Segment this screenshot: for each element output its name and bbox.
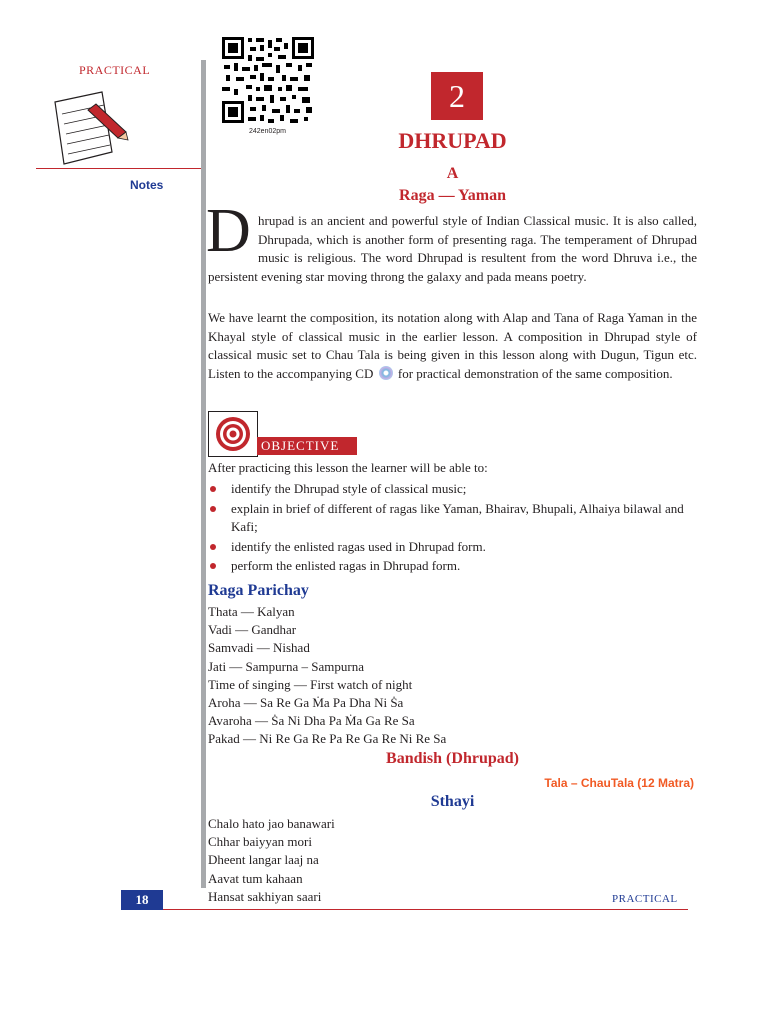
sthayi-lyrics [208, 815, 335, 906]
lesson-paragraph-text-a: We have learnt the composition, its notation along with Alap and Tana of Raga Yaman in the Khayal style of classical music in the earlier lesson. A composition in Dhrupad style of classical music set to Chau Tala is being given in this lesson along with Dugun, Tigun etc. Listen to the accompanying CD [208, 310, 697, 381]
footer-rule [163, 909, 688, 910]
lyric-line: Aavat tum kahaan [208, 870, 303, 886]
lyric-line: Hansat sakhiyan saari [208, 888, 322, 904]
notes-label: Notes [130, 178, 164, 192]
parichay-line: Time of singing — First watch of night [208, 676, 413, 692]
objective-item: perform the enlisted ragas in Dhrupad form. [208, 557, 697, 576]
parichay-line: Thata — Kalyan [208, 604, 295, 619]
parichay-line: Vadi — Gandhar [208, 622, 297, 638]
parichay-line: Pakad — Ni Re Ga Re Pa Re Ga Re Ni Re Sa [208, 731, 447, 747]
raga-parichay-list [208, 603, 446, 749]
notes-divider [36, 168, 201, 169]
lyric-line: Dheent langar laaj na [208, 852, 319, 868]
notepad-pencil-icon [50, 90, 135, 170]
raga-parichay-heading: Raga Parichay [208, 582, 309, 599]
lyric-line: Chhar baiyyan mori [208, 834, 312, 850]
objective-item: explain in brief of different of ragas like Yaman, Bhairav, Bhupali, Alhaiya bilawal and Kafi; [208, 500, 697, 537]
cd-icon [379, 366, 393, 380]
target-icon [208, 411, 258, 457]
qr-code-icon [220, 35, 316, 125]
section-letter: A [446, 165, 459, 182]
lyric-line: Chalo hato jao banawari [208, 816, 335, 831]
drop-cap: D [206, 197, 251, 265]
lesson-paragraph [208, 309, 697, 383]
margin-vertical-bar [201, 60, 206, 888]
objective-item: identify the enlisted ragas used in Dhrupad form. [208, 538, 697, 557]
page-number: 18 [121, 890, 163, 910]
intro-paragraph-text: hrupad is an ancient and powerful style of Indian Classical music. It is also called, Dhrupada, which is another form of presenting raga. The temperament of Dhrupad music is religious. The word Dhrupad is resultent from the word Dhruva i.e., the persistent evening star moving throng the galaxy and pada means poetry. [208, 213, 697, 284]
parichay-line: Jati — Sampurna – Sampurna [208, 658, 364, 674]
objective-item: identify the Dhrupad style of classical music; [208, 480, 697, 499]
parichay-line: Aroha — Sa Re Ga Ṁa Pa Dha Ni Ṡa [208, 695, 404, 711]
lesson-paragraph-text-b: for practical demonstration of the same composition. [397, 365, 673, 381]
intro-paragraph [208, 212, 697, 286]
bandish-heading: Bandish (Dhrupad) [386, 750, 519, 767]
parichay-line: Samvadi — Nishad [208, 640, 310, 656]
qr-caption: 242en02pm [249, 128, 286, 135]
objective-list [208, 480, 697, 577]
objective-intro: After practicing this lesson the learner will be able to: [208, 460, 488, 475]
objective-label: OBJECTIVE [257, 437, 357, 455]
practical-header-label: PRACTICAL [79, 63, 151, 77]
chapter-title: DHRUPAD [398, 128, 507, 153]
section-title: Raga — Yaman [399, 187, 506, 204]
parichay-line: Avaroha — Ṡa Ni Dha Pa Ṁa Ga Re Sa [208, 713, 415, 729]
chapter-number-badge: 2 [431, 72, 483, 120]
practical-footer-label: PRACTICAL [612, 893, 678, 905]
tala-label: Tala – ChauTala (12 Matra) [544, 776, 694, 790]
sthayi-heading: Sthayi [430, 793, 475, 810]
